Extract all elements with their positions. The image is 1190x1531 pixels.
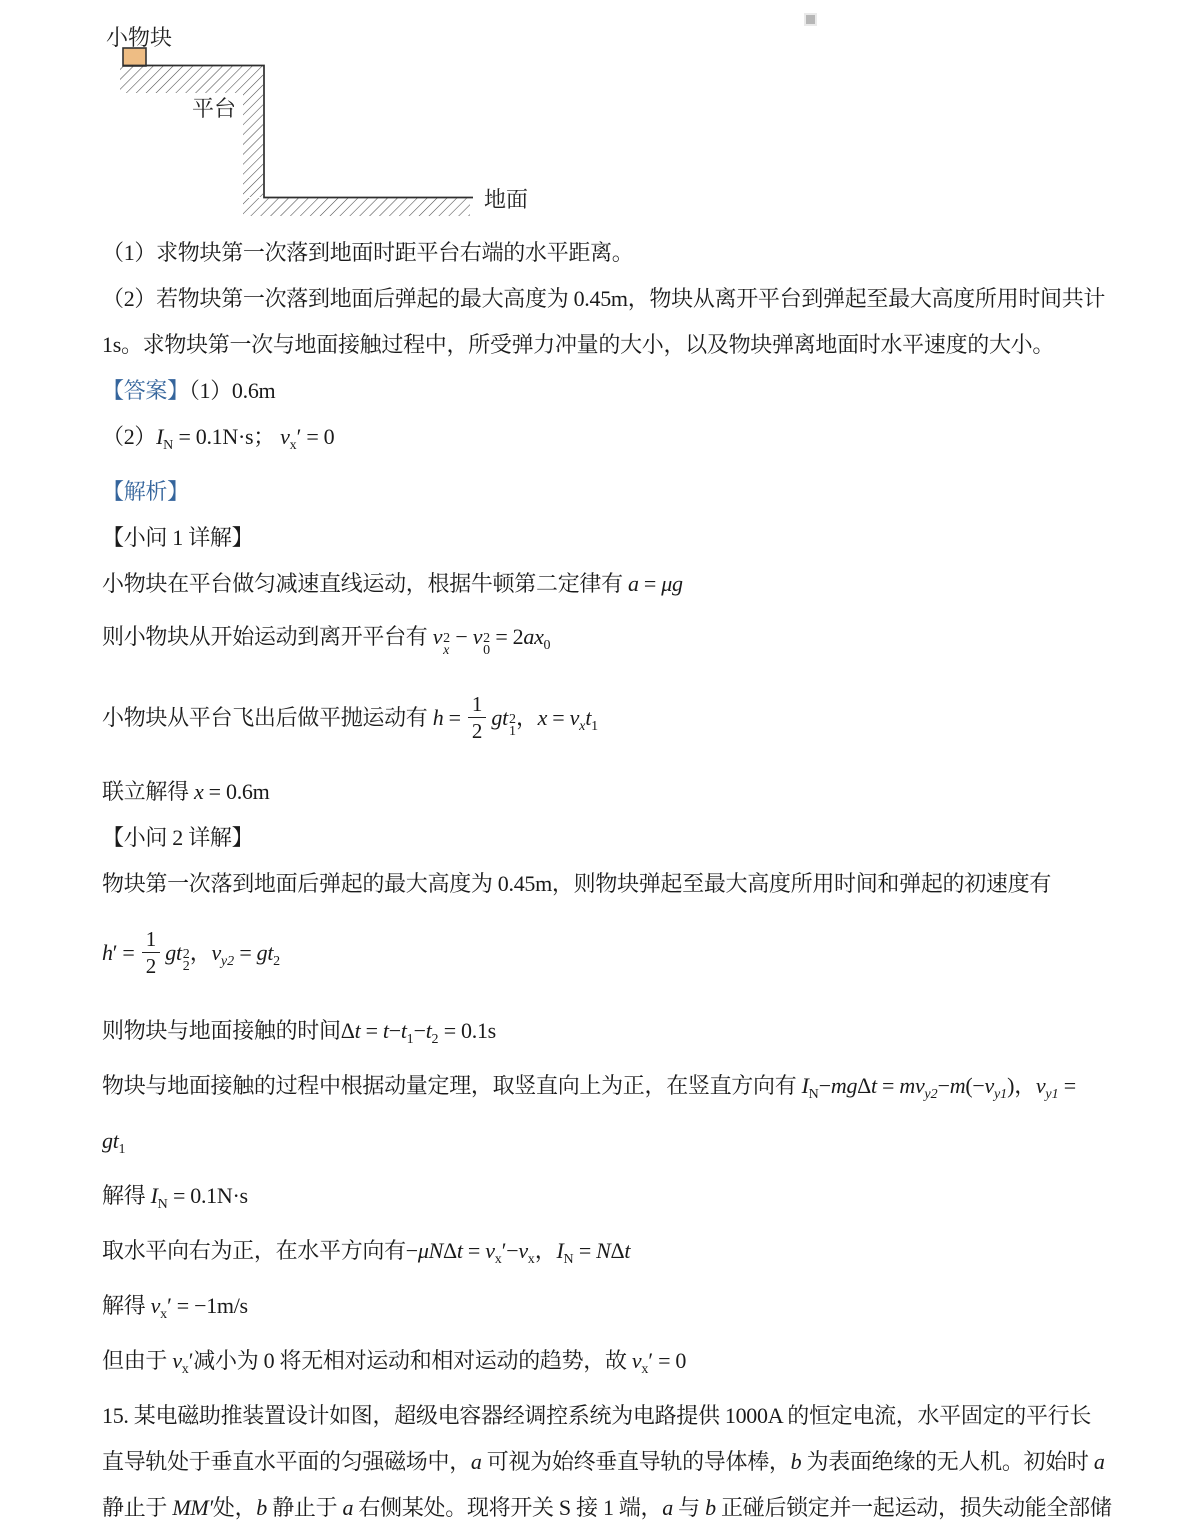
question-part1: （1）求物块第一次落到地面时距平台右端的水平距离。 — [102, 240, 634, 265]
answer-part1: 【答案】（1）0.6m — [102, 378, 276, 403]
platform-label: 平台 — [192, 96, 237, 121]
part1-step1: 小物块在平台做匀减速直线运动，根据牛顿第二定律有 a = μg — [102, 571, 683, 596]
part2-step2: 则物块与地面接触的时间$\Delta t = t-t_1-t_2 = 0.1s$ — [102, 1018, 496, 1047]
part2-result1: 解得 $I_N = 0.1N\cdot s$ — [102, 1183, 248, 1212]
question-part2-line2: 1s。求物块第一次与地面接触过程中，所受弹力冲量的大小，以及物块弹离地面时水平速度的大小。 — [102, 332, 1055, 357]
part1-step2: 则小物块从开始运动到离开平台有 v 2 x − v 2 0 = $2ax_0$ — [102, 607, 1150, 676]
math-supsub: v 2 x — [432, 624, 451, 658]
question-part2-line1: （2）若物块第一次落到地面后弹起的最大高度为 0.45m，物块从离开平台到弹起至最大高度所用时间共计 — [102, 286, 1106, 311]
math-supsub: t 2 2 — [175, 940, 190, 974]
part1-result: 联立解得 x = 0.6m — [102, 779, 270, 804]
question15-line2: 直导轨处于垂直水平面的匀强磁场中，a 可视为始终垂直导轨的导体棒，b 为表面绝缘的无人机。初始时 a — [102, 1449, 1105, 1474]
question15-line3: 静止于 MM′处，b 静止于 a 右侧某处。现将开关 S 接 1 端，a 与 b 正碰后锁定并一起运动，损失动能全部储 — [102, 1495, 1112, 1520]
part2-note: 但由于 $v_x'$减小为 0 将无相对运动和相对运动的趋势，故 $v_x' = 0$ — [102, 1348, 687, 1377]
part1-step3: 小物块从平台飞出后做平抛运动有 h = $\frac{1}{2}$ gt 2 1 ，$x = v_xt_1$ — [102, 676, 1150, 769]
math-supsub: v 2 0 — [472, 624, 491, 658]
part2-header: 【小问 2 详解】 — [102, 825, 254, 850]
block-label: 小物块 — [106, 25, 173, 50]
part2-result2: 解得 $v_x' = -1m/s$ — [102, 1293, 248, 1322]
smudge-artifact — [806, 15, 815, 24]
ground-label: 地面 — [484, 187, 529, 212]
part2-step3a: 物块与地面接触的过程中根据动量定理，取竖直向上为正，在竖直方向有 $I_N-mg\Delta t = mv_{y2}-m(-v_{y1})$，$v_{y1}$ = — [102, 1073, 1076, 1102]
math-fraction: $\frac{1}{2}$ — [468, 692, 487, 743]
answer-part2: $(2)I_N = 0.1N\cdot s$； $v_x' = 0$ — [102, 424, 335, 453]
question15-line1: 15. 某电磁助推装置设计如图，超级电容器经调控系统为电路提供 1000A 的恒定电流，水平固定的平行长 — [102, 1403, 1092, 1428]
part1-header: 【小问 1 详解】 — [102, 525, 254, 550]
platform-diagram-svg — [98, 12, 530, 230]
document-body — [0, 230, 1190, 1531]
math-fraction: $\frac{1}{2}$ — [142, 927, 161, 978]
part2-formula: h′ = $\frac{1}{2}$ gt 2 2 ，$v_{y2} = gt_2$ — [102, 907, 1150, 1008]
platform-diagram — [98, 12, 530, 230]
platform-hatch — [120, 66, 263, 197]
math-supsub: t 2 1 — [502, 705, 516, 739]
small-block — [123, 48, 146, 66]
ground-hatch — [243, 198, 470, 216]
part2-step1: 物块第一次落到地面后弹起的最大高度为 0.45m，则物块弹起至最大高度所用时间和弹起的初速度有 — [102, 871, 1052, 896]
part2-step4: 取水平向右为正，在水平方向有$-\mu N\Delta t = v_x'-v_x$，$I_N = N\Delta t$ — [102, 1238, 631, 1267]
part2-step3b: $gt_1$ — [102, 1128, 126, 1157]
analysis-header: 【解析】 — [102, 479, 189, 504]
